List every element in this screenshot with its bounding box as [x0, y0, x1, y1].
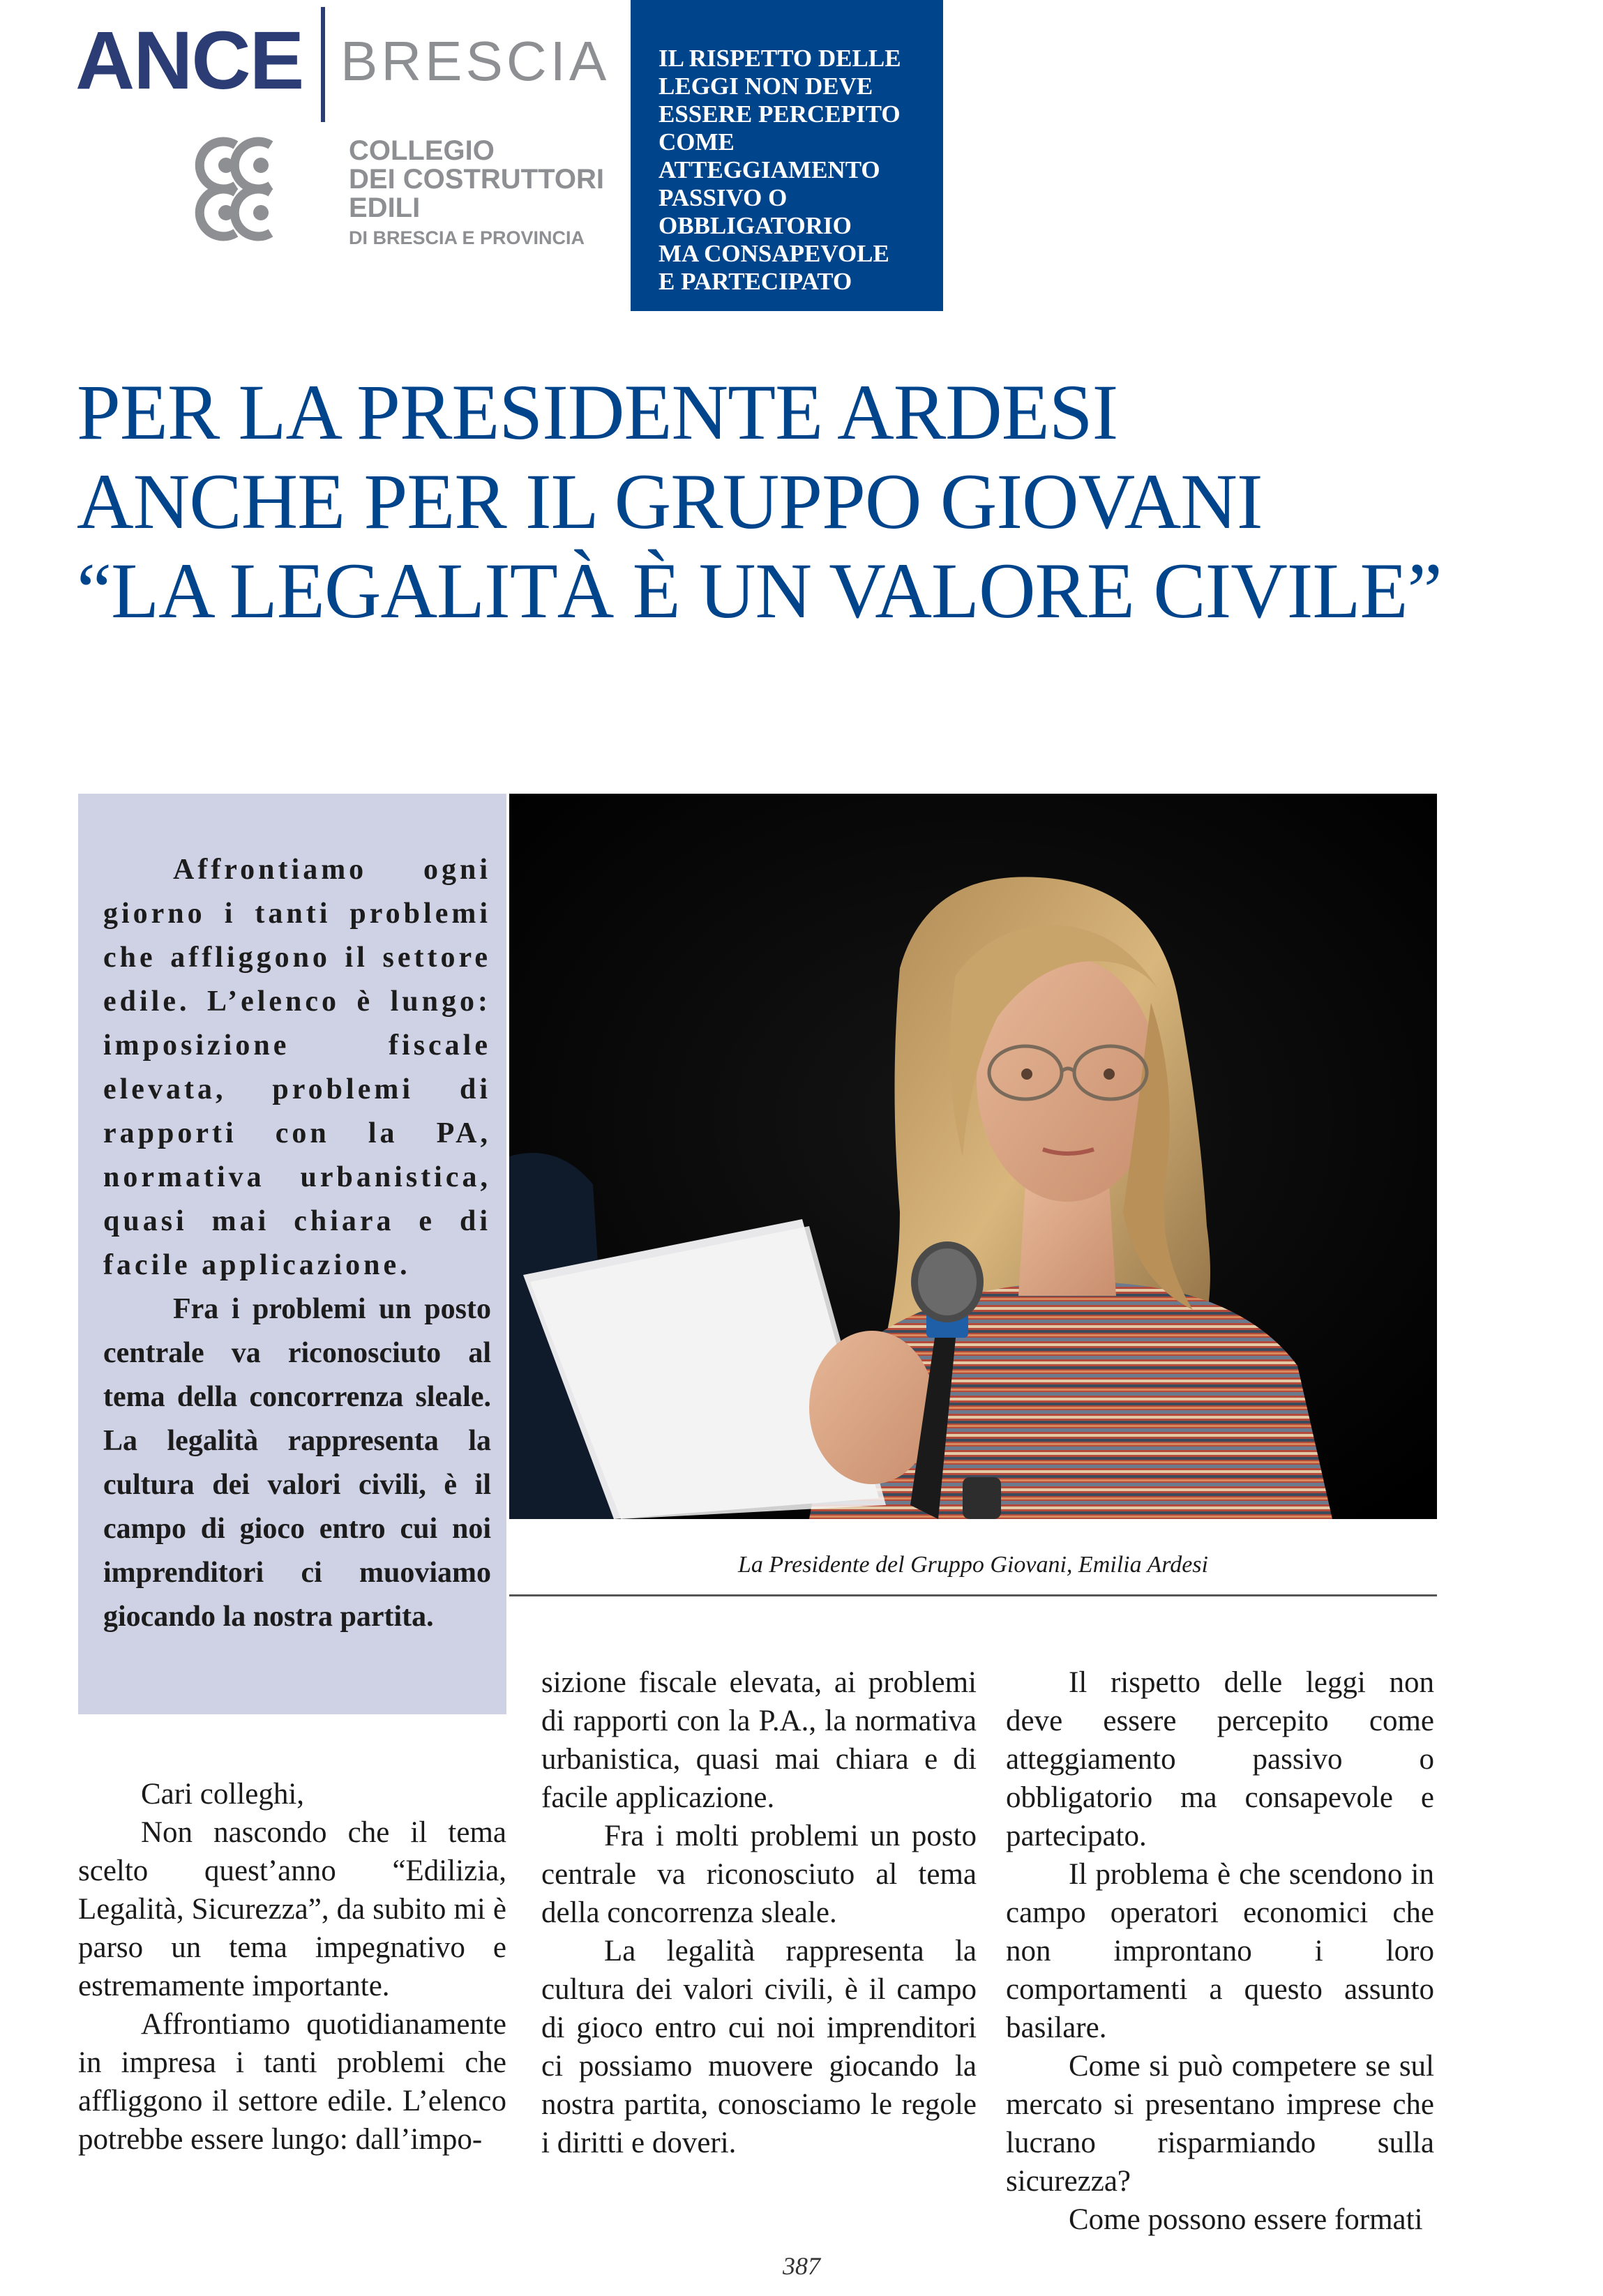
- body-paragraph: Cari colleghi,: [141, 1778, 305, 1811]
- speaker-photo-illustration: [509, 794, 1437, 1519]
- ance-brescia-logo: [75, 0, 610, 258]
- body-paragraph: Il problema è che scendono in campo operatori economici che non improntano i loro comportamenti a questo assunto basilare.: [1006, 1858, 1434, 2044]
- body-column-1: [78, 1775, 506, 2159]
- body-paragraph: Fra i molti problemi un posto centrale va riconosciuto al tema della concorrenza sleale.: [541, 1820, 977, 1929]
- collegio-line: COLLEGIO: [349, 135, 495, 166]
- body-paragraph: Come si può competere se sul mercato si presentano imprese che lucrano risparmiando sulla sicurezza?: [1006, 2050, 1434, 2198]
- ance-wordmark: ANCE: [75, 15, 303, 107]
- pull-quote: [78, 794, 506, 1714]
- collegio-name: [349, 137, 604, 248]
- callout-box: [631, 0, 943, 311]
- body-column-2: [541, 1663, 977, 2162]
- collegio-line: DI BRESCIA E PROVINCIA: [349, 227, 585, 249]
- body-column-3: [1006, 1663, 1434, 2239]
- callout-text: IL RISPETTO DELLE LEGGI NON DEVE ESSERE PERCEPITO COME ATTEGGIAMENTO PASSIVO O OBBLIGATORIO MA CONSAPEVOLE E PARTECIPATO: [658, 45, 901, 295]
- logo-divider: [321, 7, 325, 122]
- collegio-line: DEI COSTRUTTORI: [349, 163, 604, 195]
- body-paragraph: Non nascondo che il tema scelto quest’anno “Edilizia, Legalità, Sicurezza”, da subito mi è parso un tema impegnativo e estremamente importante.: [78, 1816, 506, 2002]
- article-headline: [77, 368, 1442, 636]
- brescia-wordmark: BRESCIA: [340, 30, 610, 92]
- body-paragraph: Affrontiamo quotidianamente in impresa i tanti problemi che affliggono il settore edile. L’elenco potrebbe essere lungo: dall’impo-: [78, 2008, 506, 2156]
- headline-line: “LA LEGALITÀ È UN VALORE CIVILE”: [77, 547, 1442, 635]
- page-number: 387: [783, 2252, 820, 2280]
- headline-line: ANCHE PER IL GRUPPO GIOVANI: [77, 458, 1263, 545]
- body-paragraph: Il rispetto delle leggi non deve essere percepito come atteggiamento passivo o obbligatorio ma consapevole e partecipato.: [1006, 1666, 1434, 1852]
- pull-quote-paragraph: Fra i problemi un posto centrale va riconosciuto al tema della concorrenza sleale. La legalità rappresenta la cultura dei valori civili, è il campo di gioco entro cui noi imprenditori ci muoviamo giocando la nostra partita.: [103, 1293, 491, 1633]
- body-paragraph: La legalità rappresenta la cultura dei valori civili, è il campo di gioco entro cui noi imprenditori ci possiamo muovere giocando la nostra partita, conosciamo le regole i diritti e doveri.: [541, 1935, 977, 2159]
- pull-quote-paragraph: Affrontiamo ogni giorno i tanti problemi che affliggono il settore edile. L’elenco è lungo: imposizione fiscale elevata, problemi di rapporti con la PA, normativa urbanistica, quasi mai chiara e di facile applicazione.: [103, 854, 491, 1281]
- body-paragraph: Come possono essere formati: [1069, 2203, 1423, 2236]
- caption-divider: [509, 1594, 1437, 1596]
- headline-line: PER LA PRESIDENTE ARDESI: [77, 369, 1118, 456]
- collegio-line: EDILI: [349, 192, 421, 223]
- photo-caption: La Presidente del Gruppo Giovani, Emilia Ardesi: [738, 1552, 1208, 1578]
- article-photo: [509, 794, 1437, 1519]
- body-paragraph: sizione fiscale elevata, ai problemi di rapporti con la P.A., la normativa urbanistica, quasi mai chiara e di facile applicazione.: [541, 1666, 977, 1814]
- cce-emblem-icon: [187, 137, 306, 241]
